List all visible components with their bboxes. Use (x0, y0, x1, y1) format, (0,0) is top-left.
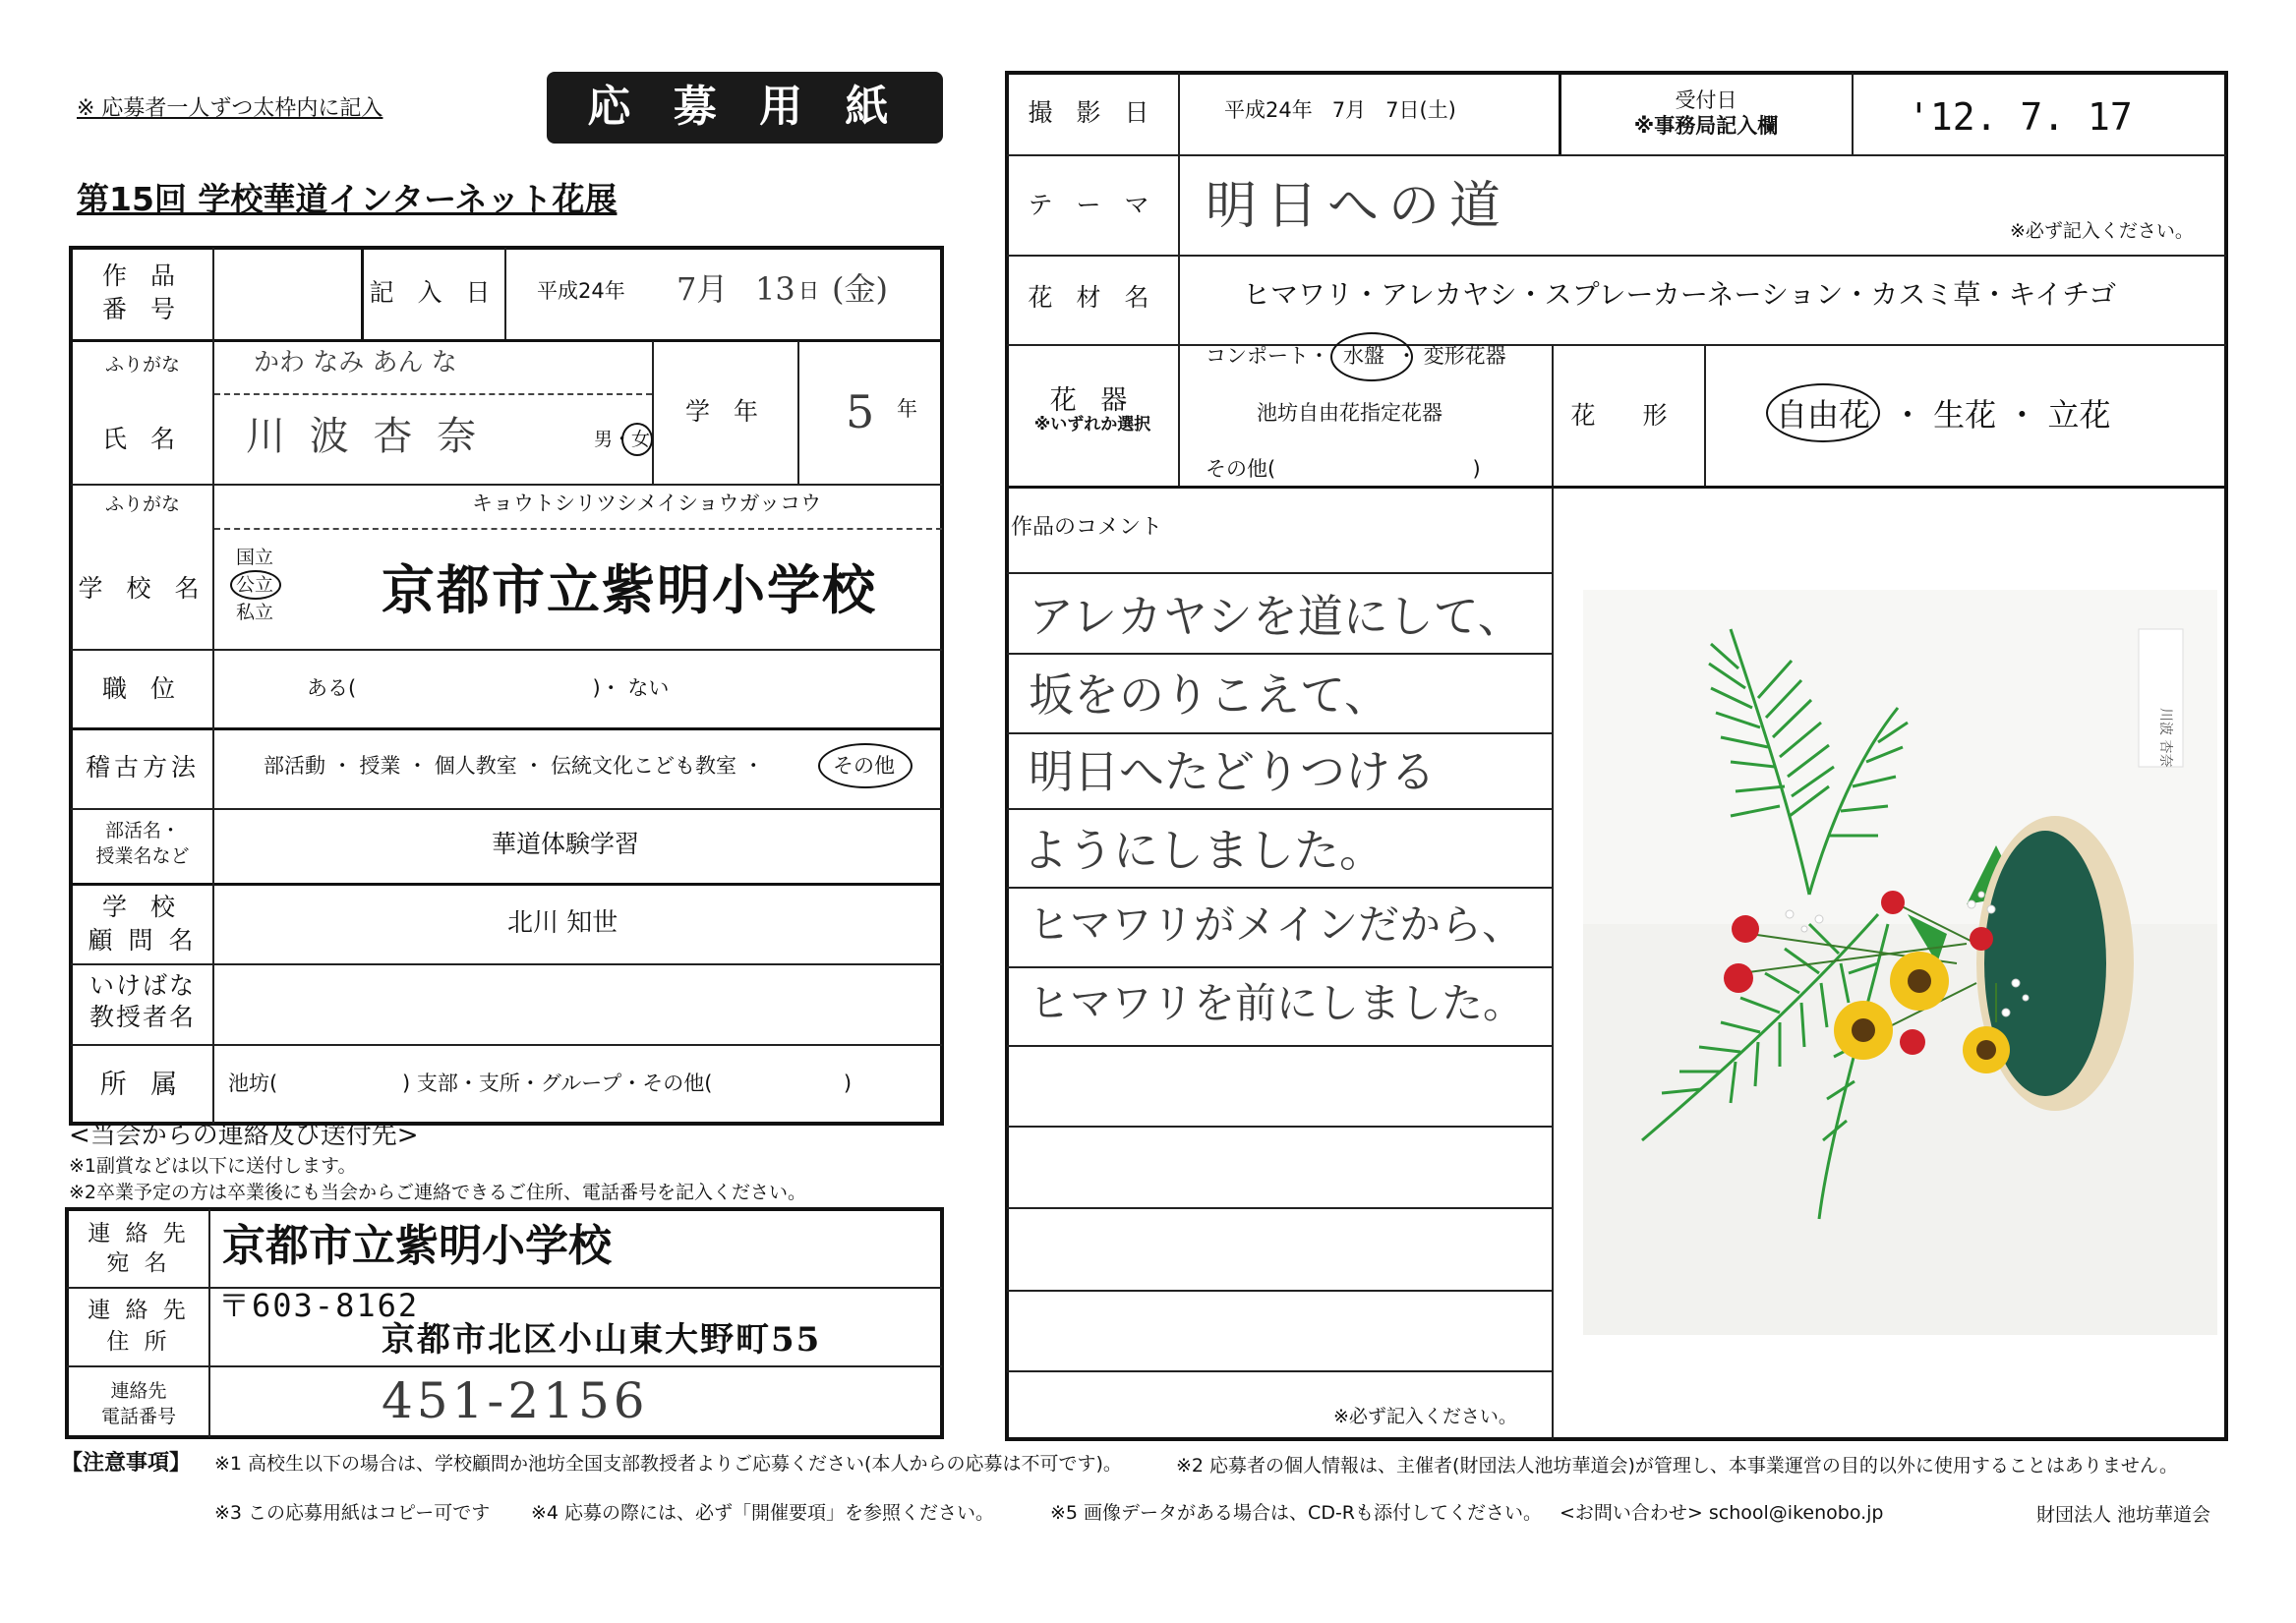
advisor-label-2: 顧 問 名 (88, 926, 198, 955)
style-selected[interactable]: 自由花 (1776, 396, 1871, 434)
comment-label: 作品のコメント (1011, 515, 1163, 540)
comment-required-note: ※必ず記入ください。 (1333, 1406, 1517, 1427)
style-other-options[interactable]: ・ 生花 ・ 立花 (1892, 396, 2111, 434)
comment-line-2[interactable]: 坂をのりこえて、 (1029, 668, 1390, 722)
school-type-national[interactable]: 国立 (236, 547, 274, 568)
footer-note-1: ※1 高校生以下の場合は、学校顧問か池坊全国支部教授者よりご応募ください(本人からの応募は不可です)。 (214, 1453, 1122, 1475)
practice-method-selected[interactable]: その他 (833, 754, 895, 778)
name-tag-text: 川波 杏奈 (2157, 708, 2173, 768)
inquiry-email[interactable]: <お問い合わせ> school@ikenobo.jp (1560, 1502, 1884, 1524)
school-name-value[interactable]: 京都市立紫明小学校 (382, 559, 877, 621)
footer-note-5: ※5 画像データがある場合は、CD-Rも添付してください。 (1050, 1502, 1543, 1524)
vessel-label: 花 器 (1049, 385, 1136, 416)
comment-line-1[interactable]: アレカヤシを道にして、 (1029, 590, 1523, 643)
footer-note-2: ※2 応募者の個人情報は、主催者(財団法人池坊華道会)が管理し、本事業運営の目的以外に使用することはありません。 (1176, 1455, 2179, 1477)
gender-selected-circle (621, 423, 653, 456)
contact-postal-code[interactable]: 〒603-8162 (218, 1287, 420, 1324)
contact-name-label: 連 絡 先 (88, 1221, 190, 1246)
entry-date-label: 記 入 日 (369, 278, 499, 307)
exhibition-title: 第15回 学校華道インターネット花展 (77, 180, 618, 218)
work-number-label: 作 品 (102, 261, 183, 290)
club-name-label: 部活名・ (104, 820, 180, 841)
ikebana-photo-drawing (1583, 590, 2217, 1335)
contact-address-label-2: 住 所 (106, 1329, 171, 1355)
vessel-options-a[interactable]: コンポート・ (1206, 344, 1329, 368)
ikebana-photo (1583, 590, 2217, 1335)
theme-value[interactable]: 明日への道 (1206, 177, 1511, 236)
entry-date-weekday[interactable]: (金) (832, 270, 888, 308)
contact-note-1: ※1副賞などは以下に送付します。 (69, 1155, 357, 1177)
instructor-label: いけばな (88, 971, 196, 1000)
school-furigana-label: ふりがな (104, 493, 180, 515)
theme-label: テ ー マ (1028, 191, 1157, 219)
practice-method-options[interactable]: 部活動 ・ 授業 ・ 個人教室 ・ 伝統文化こども教室 ・ (264, 754, 764, 778)
school-type-private[interactable]: 私立 (236, 602, 274, 623)
comment-line-4[interactable]: ようにしました。 (1023, 824, 1384, 877)
contact-phone-value[interactable]: 451-2156 (382, 1372, 649, 1429)
materials-label: 花 材 名 (1028, 283, 1157, 312)
materials-value[interactable]: ヒマワリ・アレカヤシ・スプレーカーネーション・カスミ草・キイチゴ (1243, 278, 2117, 311)
affiliation-options[interactable]: 池坊( ) 支部・支所・グループ・その他( ) (228, 1072, 853, 1095)
school-type-selected-circle (230, 570, 281, 600)
contact-name-value[interactable]: 京都市立紫明小学校 (222, 1221, 612, 1271)
name-furigana-label: ふりがな (104, 354, 180, 376)
form-title: 応 募 用 紙 (587, 82, 903, 132)
comment-line-5[interactable]: ヒマワリがメインだから、 (1029, 900, 1524, 949)
grade-unit: 年 (897, 397, 917, 421)
contact-address-value[interactable]: 京都市北区小山東大野町55 (382, 1320, 822, 1360)
instructor-field[interactable] (216, 967, 940, 1042)
school-type-public[interactable]: 公立 (236, 574, 274, 596)
name-value[interactable]: 川 波 杏 奈 (246, 414, 483, 459)
vessel-selected[interactable]: 水盤 (1343, 344, 1384, 368)
grade-value[interactable]: 5 (846, 385, 875, 438)
organization-name: 財団法人 池坊華道会 (2036, 1504, 2211, 1526)
practice-method-label: 稽古方法 (85, 753, 200, 782)
comment-line-3[interactable]: 明日へたどりつける (1029, 745, 1436, 798)
contact-address-label: 連 絡 先 (88, 1298, 190, 1323)
vessel-option-other[interactable]: その他( ) (1206, 457, 1481, 481)
received-label: 受付日 (1675, 88, 1737, 112)
position-options[interactable]: ある( )・ ない (307, 676, 670, 700)
form-title-banner (547, 72, 943, 144)
entry-date-day-unit: 日 (798, 279, 819, 303)
vessel-option-designated[interactable]: 池坊自由花指定花器 (1257, 401, 1442, 425)
name-label: 氏 名 (102, 425, 183, 453)
footer-note-4: ※4 応募の際には、必ず「開催要項」を参照ください。 (531, 1502, 995, 1524)
notes-label: 【注意事項】 (61, 1451, 192, 1476)
comment-line-6[interactable]: ヒマワリを前にしました。 (1029, 979, 1525, 1027)
school-furigana-value[interactable]: キョウトシリツシメイショウガッコウ (472, 492, 822, 515)
vessel-sub-label: ※いずれか選択 (1033, 415, 1151, 435)
affiliation-label: 所 属 (99, 1070, 186, 1100)
advisor-value[interactable]: 北川 知世 (507, 908, 618, 938)
position-label: 職 位 (102, 674, 183, 703)
grade-label: 学 年 (685, 397, 766, 426)
contact-heading: <当会からの連絡及び送付先> (69, 1121, 419, 1150)
style-selected-circle (1766, 383, 1880, 442)
club-name-label-2: 授業名など (95, 845, 190, 867)
practice-selected-circle (818, 743, 913, 788)
footer-note-3: ※3 この応募用紙はコピー可です (214, 1502, 491, 1524)
name-furigana-value[interactable]: かわ なみ あん な (254, 348, 457, 377)
received-date-value[interactable]: '12. 7. 17 (1908, 95, 2133, 139)
contact-phone-label-2: 電話番号 (100, 1406, 176, 1427)
received-label-2: ※事務局記入欄 (1633, 114, 1779, 138)
contact-phone-label: 連絡先 (110, 1380, 167, 1402)
advisor-label: 学 校 (102, 893, 183, 921)
work-number-field[interactable] (216, 250, 359, 337)
photo-date-value[interactable]: 平成24年 7月 7日(土) (1224, 98, 1456, 122)
school-name-label: 学 校 名 (78, 574, 207, 603)
contact-name-label-2: 宛 名 (106, 1250, 171, 1276)
vessel-options-b[interactable]: ・ 変形花器 (1396, 344, 1506, 368)
style-label: 花 形 (1570, 401, 1687, 430)
theme-required-note: ※必ず記入ください。 (2010, 220, 2194, 242)
contact-note-2: ※2卒業予定の方は卒業後にも当会からご連絡できるご住所、電話番号を記入ください。 (69, 1182, 807, 1203)
club-name-value[interactable]: 華道体験学習 (492, 830, 640, 858)
entry-date-month[interactable]: 7月 (677, 270, 729, 308)
gender-options[interactable]: 男・女 (594, 429, 651, 450)
entry-date-day[interactable]: 13 (755, 270, 795, 308)
photo-date-label: 撮 影 日 (1028, 98, 1157, 127)
instruction-note: ※ 応募者一人ずつ太枠内に記入 (77, 96, 383, 121)
instructor-label-2: 教授者名 (88, 1003, 196, 1031)
entry-date-era: 平成24年 (537, 279, 625, 303)
work-number-label-2: 番 号 (102, 295, 183, 323)
